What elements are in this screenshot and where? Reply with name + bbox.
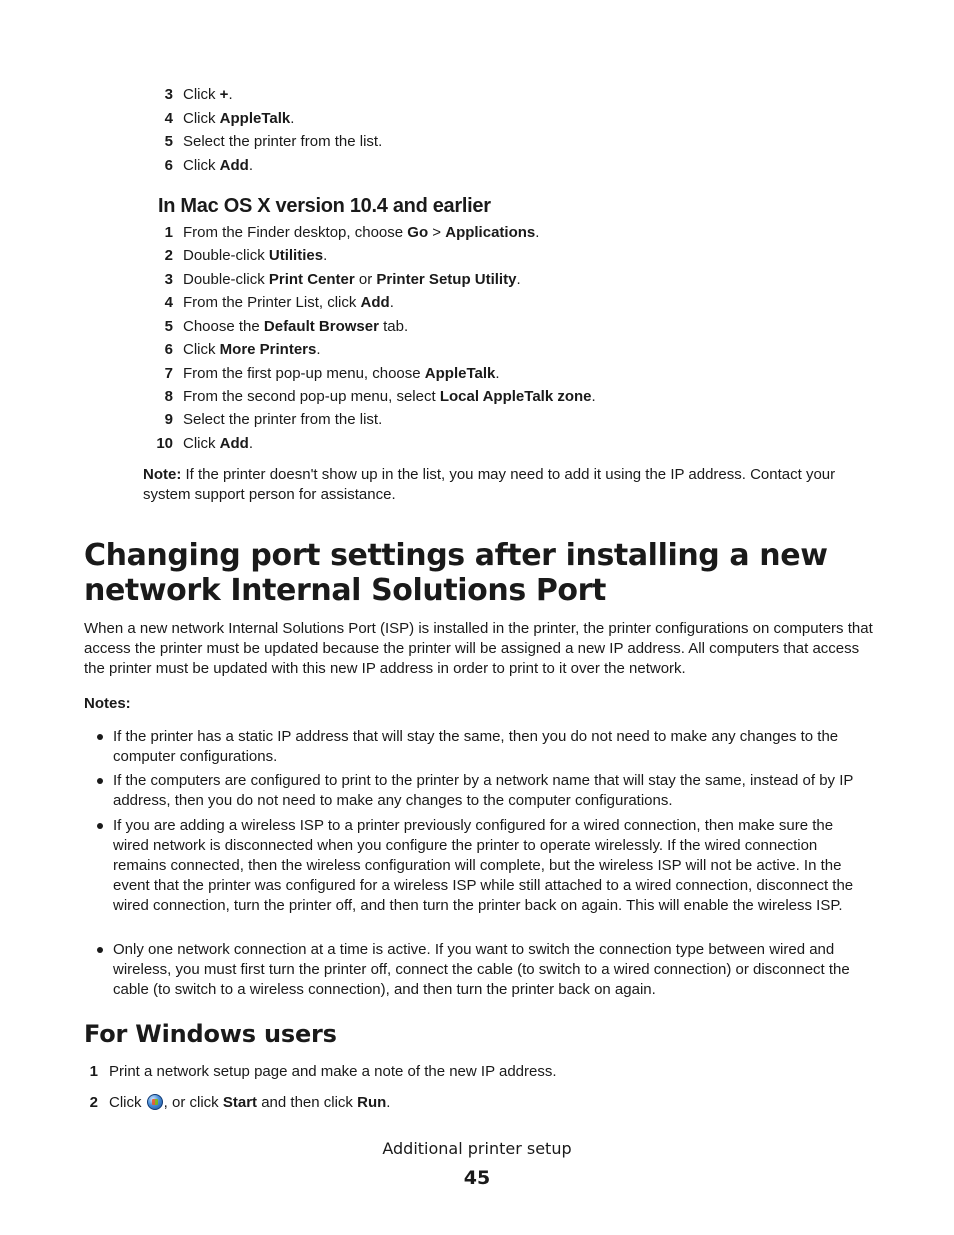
bullet-text: If the printer has a static IP address that will stay the same, then you do not need to make any changes to the computer configurations. <box>113 728 839 765</box>
list-item <box>113 940 873 1000</box>
step-number: 2 <box>164 247 173 264</box>
bullet-text: If you are adding a wireless ISP to a printer previously configured for a wired connection, then make sure the wired network is disconnected when you configure the printer to operate wirelessly. If the wired connection remains connected, then the wireless configuration will complete, but the wireless ISP will not be active. In the event that the printer was configured for a wireless ISP while still attached to a wired connection, disconnect the wired connection, turn the printer off, and then turn the printer back on again. This will enable the wireless ISP. <box>113 817 854 914</box>
step-number: 2 <box>89 1094 98 1111</box>
step-number: 5 <box>164 318 173 335</box>
step-number: 3 <box>164 271 173 288</box>
step-number: 9 <box>164 411 173 428</box>
step-text: Double-click Utilities. <box>183 247 328 264</box>
page-title: Changing port settings after installing a new network Internal Solutions Port <box>84 538 828 608</box>
note-label: Note: <box>143 466 182 483</box>
step-text: Print a network setup page and make a note of the new IP address. <box>109 1063 557 1080</box>
page-number: 45 <box>463 1167 491 1189</box>
step-number: 6 <box>164 157 173 174</box>
step-text: Click Add. <box>183 157 254 174</box>
step-number: 8 <box>164 388 173 405</box>
windows-section-heading: For Windows users <box>84 1020 337 1048</box>
step-text: Choose the Default Browser tab. <box>183 318 409 335</box>
step-text: From the second pop-up menu, select Local AppleTalk zone. <box>183 388 596 405</box>
step-number: 7 <box>164 365 173 382</box>
step-text: Click +. <box>183 86 233 103</box>
step-text: Click , or click Start and then click Run. <box>109 1094 391 1111</box>
list-item <box>113 771 873 811</box>
step-text: Select the printer from the list. <box>183 411 383 428</box>
step-number: 1 <box>89 1063 98 1080</box>
step-text: From the Printer List, click Add. <box>183 294 394 311</box>
step-text: Click Add. <box>183 435 254 452</box>
windows-start-icon <box>147 1094 163 1110</box>
step-number: 4 <box>164 110 173 127</box>
step-number: 3 <box>164 86 173 103</box>
step-text: Click AppleTalk. <box>183 110 295 127</box>
mac-section-heading: In Mac OS X version 10.4 and earlier <box>158 195 491 217</box>
intro-paragraph: When a new network Internal Solutions Port (ISP) is installed in the printer, the printer configurations on computers that access the printer must be updated because the printer will be assigned a new IP address. All computers that access the printer must be updated with this new IP address in order to print to it over the network. <box>84 620 873 677</box>
step-text: From the first pop-up menu, choose AppleTalk. <box>183 365 500 382</box>
bullet-text: Only one network connection at a time is active. If you want to switch the connection type between wired and wireless, you must first turn the printer off, connect the cable (to switch to a wired connection) or disconnect the cable (to switch to a wireless connection), and then turn the printer back on again. <box>113 941 850 998</box>
step-text: Click More Printers. <box>183 341 321 358</box>
bullet-text: If the computers are configured to print to the printer by a network name that will stay the same, instead of by IP address, then you do not need to make any changes to the computer configurations. <box>113 772 854 809</box>
note-text: If the printer doesn't show up in the list, you may need to add it using the IP address. Contact your system support person for assistance. <box>143 466 836 503</box>
bullet-icon <box>97 823 103 829</box>
list-item <box>113 816 873 916</box>
footer-section-title: Additional printer setup <box>382 1139 572 1158</box>
step-text: From the Finder desktop, choose Go > Applications. <box>183 224 540 241</box>
step-number: 6 <box>164 341 173 358</box>
step-text: Double-click Print Center or Printer Setup Utility. <box>183 271 521 288</box>
notes-label: Notes: <box>84 695 131 712</box>
mac-note <box>143 465 873 505</box>
bullet-icon <box>97 734 103 740</box>
step-text: Select the printer from the list. <box>183 133 383 150</box>
list-item <box>113 727 873 767</box>
step-number: 1 <box>164 224 173 241</box>
step-number: 4 <box>164 294 173 311</box>
step-number: 5 <box>164 133 173 150</box>
step-number: 10 <box>156 435 173 452</box>
bullet-icon <box>97 778 103 784</box>
bullet-icon <box>97 947 103 953</box>
